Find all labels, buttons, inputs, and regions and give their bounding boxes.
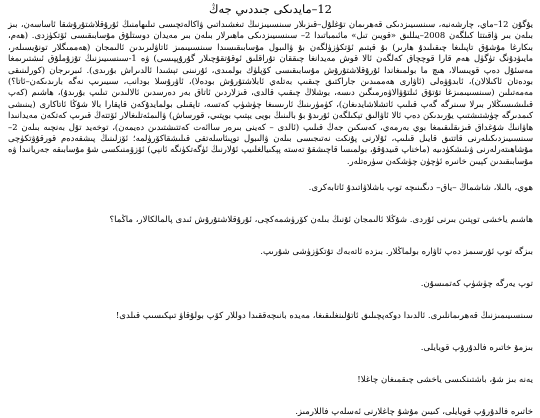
intro-paragraph: يۇگۇن 12–ماي، چارشەنبە، سىنسىيىزدىكى قەھرىمان تۇغلۇل–قىزىلار سىنسىيىزنىڭ تىغشىداتىي ۋاكالەتچىسى تىلىھامنىڭ ئۇرۇقلاشتۇرۇشقا ئاساسەن، بىز بىلەن بىر ۋاقىتتا كىلگەن 2008–يىللىق «قويىن تىل» مائىمباتىدا 2– سىنسىيىزدىكى ماھىرلار بىلەن بىر مەيدان دوستلۇق مۇسابىقىسى ئۆتكۈزدى. (ھەم، بىكارغا مۇشۇق تاپىلىغا چىقىلىدۇ ھارىر) بۇ قېتىم ئۆتكۈزۈلگەن بۇ ۋالىبول مۇسابىقىسىدا سىنسىيىمىز ئاتاۋلىرىدىن ئالىمجان (ھەممىگلار تونۇيسىلەر، مايىۋدۇنگ تۈگۈل ھەم قارا قوچچاق كەلگەن ئالا قوش مەيدانغا چىققان تۇراقلىق ئوقۇتقۇچىلار گۇرۇپپىسى) ۋە 1-سىنسىيىزنىڭ تۇزۇملۇق ئىشتىرىمغا مەسئۇل دەپ قويىسالا، ھىچ ما بولمىغاندا ئۇرۇقلاشتۇرۇش مۇسابىقىسى كۆپلۈك بولمىدى، ئۇرنىنى تېشىدا ئالدىراش بۇرىدى). ئىبرىرجان (كورلىنىقى بودەتان ئاكىلالان)، ئابدۇۋەلى (ئاۋارى ھەممىدىن جاراكتىق چىقىپ بەتلەي ئابلاشتۇرۇش بودەلا)، ئاۋرۇسلا بودانب، سىيىرىپ نەگە بارىدىكەن–ئاتا؟) مەمەتىلىن (سىنسىيىمىزغا تۇتۇق ئىلتۇۋالاۋەرمىگىن دىسە، بوشلاڭ چىقىپ قالدى، قىزلاردىن ئاتاق بەر دەرسدىن ئالالىدىن تىلىپ بۇرىدۇ)، ھاشىم (كەپ قىلىشىسىڭلار بىرلا سىنرگە گەپ قىلىپ ئاتشلاشايدىغان)، كۈمۈرىنىڭ ئارىسىغا چۈشۈپ كەتسە، تاپقىلى بولمايدۇكەن قاپقارا بالا شۇڭا ئاتاكارى (يىنىشى كىمدىرگە چۈشتىشتىپ يۇرىدىكن دەپ ئالا ئاۋالىق تېكىلگەن ئۇرىدۇ بۇ بالىنىڭ بويى يېتىپ بوپتىي، قورساش) ۋالىمئەتلىغالار ئۆتتەڭ قىرىپ كەتكەن مەيدانىدا ھاۋانىڭ شۇغداق قىزىقلىقىمغا بوي بەرمەي، كەسكىن جەڭ قىلىپ (ئالدى – كەينى بىرەر ساائەت كەتتىشتىدىن دەيمەن)، توخەيد تۇل بەنچىە بىلەن 2–سىنسىيىزدىكىلەرنى قاتتىق قايىل قىلىپ، ئۇلارنى پۇنكت نەتىجىسى بىلەن ۋالىبول توپىئاسلەتقى قىلىشقاكۆرۈلمە؛ ئۆزلىنىڭ پىشقەدەم قورقۇۋتكۈچى مۇشاھىتەرلەرنى ۋىئىشكۈدىيە (ماخناپ قىيدۇقۇ، بولمىسا قاچىشقۇ تەستە پېكىيالغلىيپ ئۇلارنىڭ ئۈگەتكۈنگە ئانېي) ئۆزۆمنىكسى شۇ مۇسابىقە جەريانىدا ۋە مۇسابىقىدىن كېيىن خانىرە ئۈچۈن چۈشكەن سۈرەتلەر. xyxy=(8,19,533,166)
caption-line: بىزمۇ خاتىرە فالدۇرۇپ قويايلى. xyxy=(420,343,533,354)
caption-line: ھوي، بالىلا، شاشماڭ –ياق– دىگىنىچە توپ باشلاۋاتىدۇ ئاتابەكرى. xyxy=(308,183,533,194)
caption-line: بىزگە توپ ئۇرسىمز دەپ ئاۋارە بولماڭلار. بىزدە ئاتەبەك تۇتكۈزۈشى شۇرىپ. xyxy=(260,247,533,258)
page-title: 12–مايدىكى جىددىي جەڭ xyxy=(208,2,332,16)
caption-line: يەنە بىز شۇ، باشتىنكىسى ياخشى چىقمىغان چاغلا! xyxy=(357,375,533,386)
caption-line: سىنسىيىمىزنىڭ قەھرىمانلىرى. ئالدىدا دوكەپچىلىق ئاتۇلىنغلىقىغا، مەيدە بانىچەققىدا دوللار كۆپ بولۇقاۋ تىپكىسىپ قىلدى! xyxy=(115,311,533,322)
caption-line: ھاشىم ياخشى توپتىن بىرنى ئۇردى. شۇڭلا ئالىمجان ئۇنىڭ بىلەن كۆرۈشمەكچى، ئۇرۇقلاشتۇرۇش ئىدى پالمالكالار، ماڭما؟ xyxy=(109,215,533,226)
caption-line: خاتىرە فالدۇرۇپ قويايلى، كىيىن مۇشۇ چاغلارنى ئەسلەپ فاللارمىز. xyxy=(295,407,533,418)
document-page xyxy=(0,2,540,418)
caption-list xyxy=(8,183,533,418)
caption-line: توپ يەرگە چۈشۈپ كەتمىسۇن. xyxy=(420,279,533,290)
